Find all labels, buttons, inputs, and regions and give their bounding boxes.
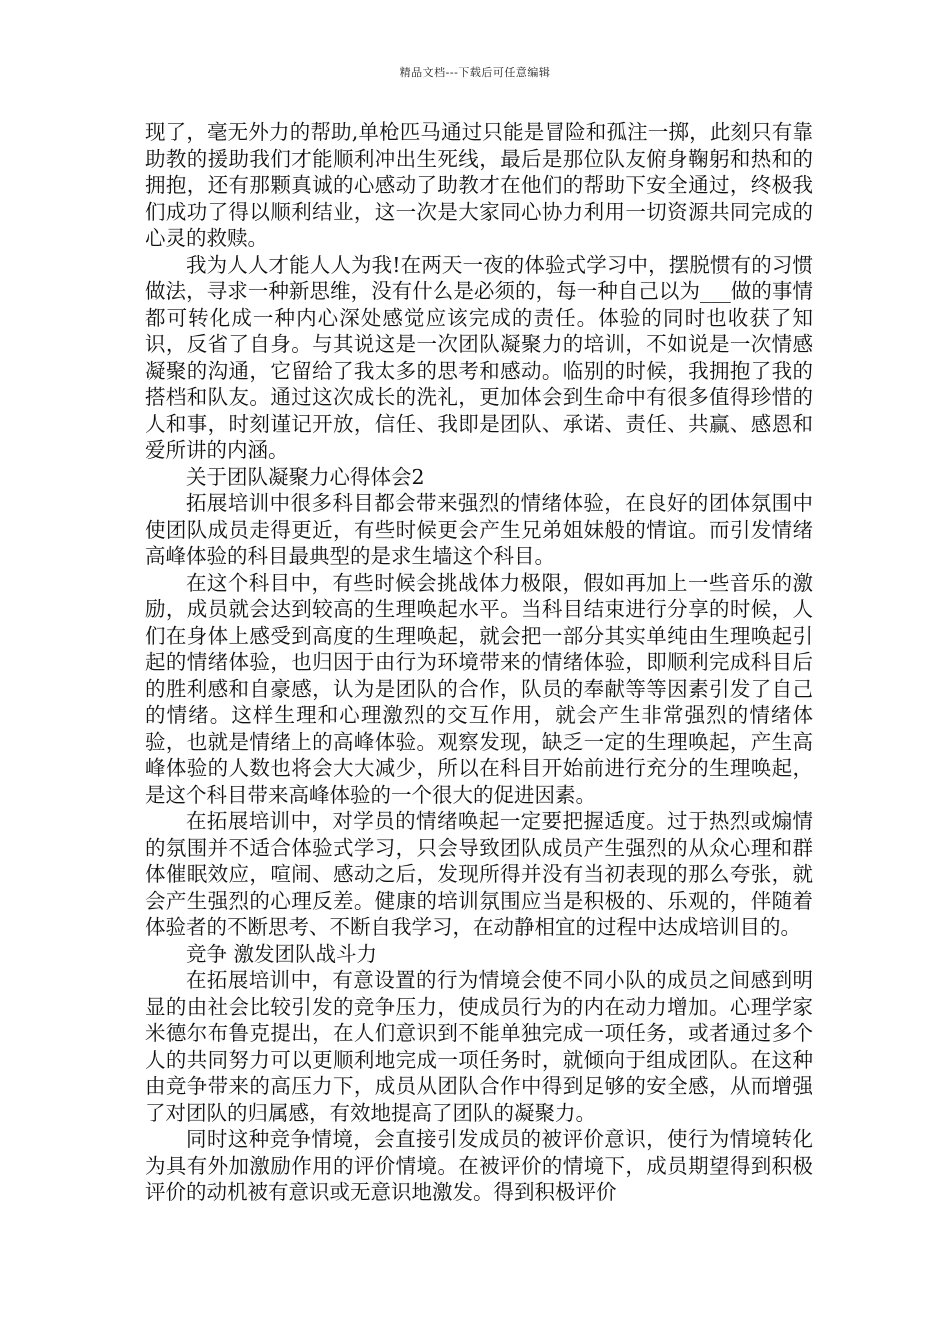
paragraph: 在拓展培训中，有意设置的行为情境会使不同小队的成员之间感到明显的由社会比较引发的竞争压力，使成员行为的内在动力增加。心理学家米德尔布鲁克提出，在人们意识到不能单独完成一项任务，或者通过多个人的共同努力可以更顺利地完成一项任务时，就倾向于组成团队。在这种由竞争带来的高压力下，成员从团队合作中得到足够的安全感，从而增强了对团队的归属感，有效地提高了团队的凝聚力。	[145, 968, 813, 1125]
paragraph: 同时这种竞争情境，会直接引发成员的被评价意识，使行为情境转化为具有外加激励作用的评价情境。在被评价的情境下，成员期望得到积极评价的动机被有意识或无意识地激发。得到积极评价	[145, 1127, 813, 1204]
paragraph: 在这个科目中，有些时候会挑战体力极限，假如再加上一些音乐的激励，成员就会达到较高的生理唤起水平。当科目结束进行分享的时候，人们在身体上感受到高度的生理唤起，就会把一部分其实单纯由生理唤起引起的情绪体验，也归因于由行为环境带来的情绪体验，即顺利完成科目后的胜利感和自豪感，认为是团队的合作，队员的奉献等等因素引发了自己的情绪。这样生理和心理激烈的交互作用，就会产生非常强烈的情绪体验，也就是情绪上的高峰体验。观察发现，缺乏一定的生理唤起，产生高峰体验的人数也将会大大减少，所以在科目开始前进行充分的生理唤起，是这个科目带来高峰体验的一个很大的促进因素。	[145, 570, 813, 807]
paragraph: 在拓展培训中，对学员的情绪唤起一定要把握适度。过于热烈或煽情的氛围并不适合体验式学习，只会导致团队成员产生强烈的从众心理和群体催眠效应，喧闹、感动之后，发现所得并没有当初表现的那么夸张，就会产生强烈的心理反差。健康的培训氛围应当是积极的、乐观的，伴随着体验者的不断思考、不断自我学习，在动静相宜的过程中达成培训目的。	[145, 809, 813, 939]
paragraph: 现了，毫无外力的帮助,单枪匹马通过只能是冒险和孤注一掷，此刻只有靠助教的援助我们才能顺利冲出生死线，最后是那位队友俯身鞠躬和热和的拥抱，还有那颗真诚的心感动了助教才在他们的帮助下安全通过，终极我们成功了得以顺利结业，这一次是大家同心协力利用一切资源共同完成的心灵的救赎。	[145, 120, 813, 250]
paragraph: 我为人人才能人人为我!在两天一夜的体验式学习中，摆脱惯有的习惯做法，寻求一种新思维，没有什么是必须的，每一种自己以为___做的事情都可转化成一种内心深处感觉应该完成的责任。体验的同时也收获了知识，反省了自身。与其说这是一次团队凝聚力的培训，不如说是一次情感凝聚的沟通，它留给了我太多的思考和感动。临别的时候，我拥抱了我的搭档和队友。通过这次成长的洗礼，更加体会到生命中有很多值得珍惜的人和事，时刻谨记开放，信任、我即是团队、承诺、责任、共赢、感恩和爱所讲的内涵。	[145, 252, 813, 462]
section-heading: 竞争 激发团队战斗力	[186, 941, 378, 966]
section-heading: 关于团队凝聚力心得体会2	[186, 464, 425, 489]
page-header: 精品文档---下载后可任意编辑	[399, 66, 551, 79]
document-body	[145, 119, 813, 1206]
paragraph: 拓展培训中很多科目都会带来强烈的情绪体验，在良好的团体氛围中使团队成员走得更近，有些时候更会产生兄弟姐妹般的情谊。而引发情绪高峰体验的科目最典型的是求生墙这个科目。	[145, 491, 813, 568]
